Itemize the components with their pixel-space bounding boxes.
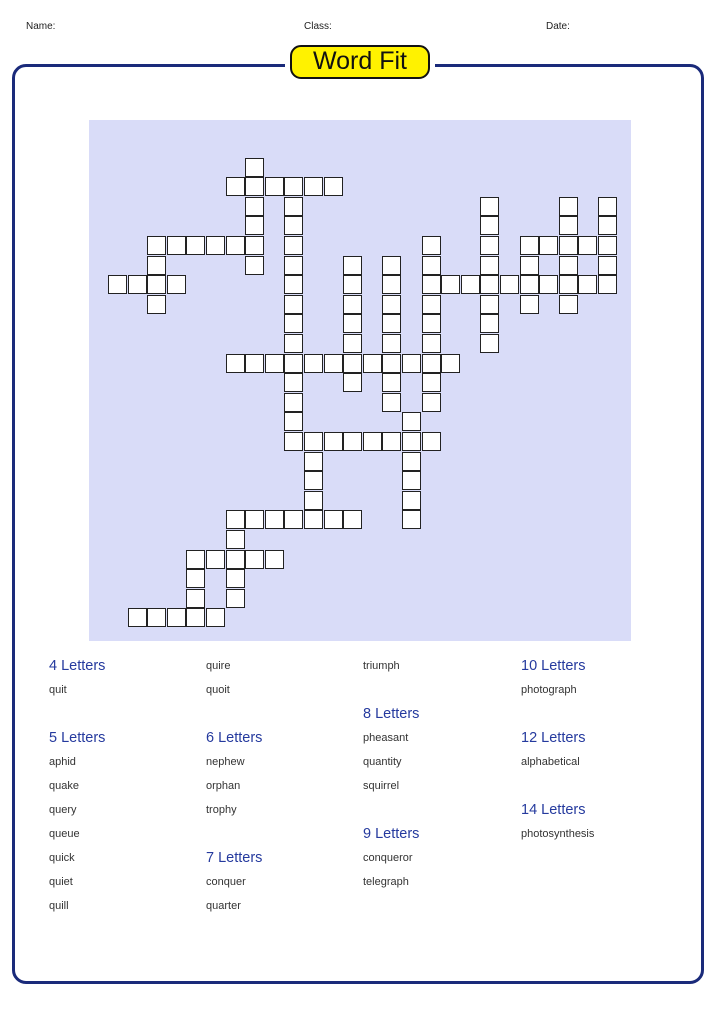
grid-cell[interactable] [480,216,499,235]
grid-cell[interactable] [343,373,362,392]
grid-cell[interactable] [343,275,362,294]
word-item: quill [49,900,69,912]
grid-cell[interactable] [441,275,460,294]
grid-cell[interactable] [559,275,578,294]
word-item: trophy [206,804,237,816]
grid-cell[interactable] [265,177,284,196]
grid-cell[interactable] [539,275,558,294]
grid-cell[interactable] [500,275,519,294]
word-item: query [49,804,77,816]
word-item: orphan [206,780,241,792]
grid-cell[interactable] [402,510,421,529]
word-item: quake [49,780,79,792]
grid-cell[interactable] [226,510,245,529]
grid-cell[interactable] [147,236,166,255]
grid-cell[interactable] [382,432,401,451]
grid-cell[interactable] [245,216,264,235]
grid-cell[interactable] [284,412,303,431]
grid-cell[interactable] [382,256,401,275]
grid-cell[interactable] [128,275,147,294]
grid-cell[interactable] [461,275,480,294]
word-item: quick [49,852,75,864]
grid-cell[interactable] [128,608,147,627]
grid-cell[interactable] [598,256,617,275]
word-group-heading: 9 Letters [363,826,420,842]
grid-cell[interactable] [343,354,362,373]
grid-cell[interactable] [284,236,303,255]
grid-cell[interactable] [343,510,362,529]
grid-cell[interactable] [598,216,617,235]
word-item: squirrel [363,780,400,792]
grid-cell[interactable] [324,432,343,451]
grid-cell[interactable] [578,275,597,294]
grid-cell[interactable] [343,334,362,353]
grid-cell[interactable] [422,432,441,451]
word-item: nephew [206,756,245,768]
grid-cell[interactable] [226,569,245,588]
word-item: quiet [49,876,73,888]
grid-cell[interactable] [402,452,421,471]
grid-cell[interactable] [343,256,362,275]
grid-cell[interactable] [226,589,245,608]
grid-cell[interactable] [245,354,264,373]
word-group-heading: 8 Letters [363,706,420,722]
grid-cell[interactable] [382,295,401,314]
grid-cell[interactable] [480,256,499,275]
grid-cell[interactable] [304,510,323,529]
name-label: Name: [26,21,56,32]
grid-cell[interactable] [382,373,401,392]
grid-cell[interactable] [520,275,539,294]
word-item: quarter [206,900,241,912]
word-item: pheasant [363,732,409,744]
grid-cell[interactable] [226,354,245,373]
grid-cell[interactable] [422,256,441,275]
grid-cell[interactable] [284,216,303,235]
grid-cell[interactable] [206,550,225,569]
word-item: alphabetical [521,756,580,768]
word-group-heading: 10 Letters [521,658,586,674]
word-column [363,654,513,894]
grid-cell[interactable] [480,197,499,216]
grid-cell[interactable] [598,236,617,255]
grid-cell[interactable] [559,216,578,235]
word-group-heading: 14 Letters [521,802,586,818]
grid-cell[interactable] [226,530,245,549]
grid-cell[interactable] [559,236,578,255]
grid-cell[interactable] [245,197,264,216]
grid-cell[interactable] [598,275,617,294]
grid-cell[interactable] [422,275,441,294]
grid-cell[interactable] [422,236,441,255]
grid-cell[interactable] [520,256,539,275]
word-item: telegraph [363,876,409,888]
grid-cell[interactable] [186,550,205,569]
word-item: conquer [206,876,246,888]
grid-cell[interactable] [480,314,499,333]
grid-cell[interactable] [382,393,401,412]
grid-cell[interactable] [324,177,343,196]
grid-cell[interactable] [186,236,205,255]
grid-cell[interactable] [245,236,264,255]
grid-cell[interactable] [422,373,441,392]
grid-cell[interactable] [167,608,186,627]
grid-cell[interactable] [598,197,617,216]
grid-cell[interactable] [147,608,166,627]
grid-cell[interactable] [167,236,186,255]
grid-cell[interactable] [304,432,323,451]
grid-cell[interactable] [422,334,441,353]
grid-cell[interactable] [167,275,186,294]
word-group-heading: 6 Letters [206,730,263,746]
grid-cell[interactable] [147,256,166,275]
grid-cell[interactable] [284,373,303,392]
grid-cell[interactable] [265,510,284,529]
grid-cell[interactable] [520,295,539,314]
word-item: quire [206,660,231,672]
grid-cell[interactable] [304,471,323,490]
word-column [521,654,671,846]
grid-cell[interactable] [265,354,284,373]
word-group-heading: 12 Letters [521,730,586,746]
grid-cell[interactable] [147,295,166,314]
grid-cell[interactable] [422,393,441,412]
page-title: Word Fit [290,45,430,79]
grid-cell[interactable] [147,275,166,294]
grid-cell[interactable] [559,295,578,314]
grid-cell[interactable] [245,550,264,569]
grid-cell[interactable] [422,354,441,373]
word-item: queue [49,828,80,840]
grid-cell[interactable] [284,295,303,314]
grid-cell[interactable] [186,569,205,588]
class-label: Class: [304,21,332,32]
title-banner [285,42,435,82]
word-item: quantity [363,756,402,768]
grid-cell[interactable] [402,412,421,431]
grid-cell[interactable] [284,197,303,216]
date-label: Date: [546,21,570,32]
grid-cell[interactable] [245,510,264,529]
grid-cell[interactable] [284,314,303,333]
word-item: photograph [521,684,577,696]
grid-cell[interactable] [284,275,303,294]
grid-cell[interactable] [363,432,382,451]
word-item: quit [49,684,67,696]
word-group-heading: 7 Letters [206,850,263,866]
word-item: photosynthesis [521,828,595,840]
grid-cell[interactable] [324,354,343,373]
grid-cell[interactable] [480,295,499,314]
word-group-heading: 4 Letters [49,658,106,674]
grid-cell[interactable] [245,256,264,275]
grid-cell[interactable] [304,491,323,510]
word-column [49,654,199,918]
grid-cell[interactable] [402,491,421,510]
grid-cell[interactable] [441,354,460,373]
grid-cell[interactable] [186,608,205,627]
grid-cell[interactable] [206,608,225,627]
word-column [206,654,356,918]
grid-cell[interactable] [226,177,245,196]
grid-cell[interactable] [539,236,558,255]
grid-cell[interactable] [578,236,597,255]
grid-cell[interactable] [382,354,401,373]
grid-cell[interactable] [324,510,343,529]
grid-cell[interactable] [422,314,441,333]
grid-cell[interactable] [304,177,323,196]
grid-cell[interactable] [480,334,499,353]
grid-cell[interactable] [206,236,225,255]
grid-cell[interactable] [559,197,578,216]
grid-cell[interactable] [402,354,421,373]
grid-cell[interactable] [226,236,245,255]
grid-cell[interactable] [343,314,362,333]
grid-cell[interactable] [382,275,401,294]
grid-cell[interactable] [520,236,539,255]
grid-cell[interactable] [284,432,303,451]
grid-cell[interactable] [382,314,401,333]
grid-cell[interactable] [245,158,264,177]
grid-cell[interactable] [402,432,421,451]
grid-cell[interactable] [284,334,303,353]
grid-cell[interactable] [284,177,303,196]
word-item: quoit [206,684,230,696]
grid-cell[interactable] [265,550,284,569]
grid-cell[interactable] [284,354,303,373]
grid-cell[interactable] [559,256,578,275]
word-item: aphid [49,756,76,768]
grid-cell[interactable] [363,354,382,373]
grid-cell[interactable] [108,275,127,294]
grid-cell[interactable] [226,550,245,569]
grid-cell[interactable] [343,432,362,451]
grid-cell[interactable] [480,236,499,255]
word-group-heading: 5 Letters [49,730,106,746]
grid-cell[interactable] [245,177,264,196]
grid-cell[interactable] [186,589,205,608]
grid-cell[interactable] [402,471,421,490]
word-item: triumph [363,660,400,672]
grid-cell[interactable] [480,275,499,294]
grid-cell[interactable] [304,354,323,373]
grid-cell[interactable] [284,510,303,529]
word-item: conqueror [363,852,413,864]
grid-cell[interactable] [284,393,303,412]
crossword-grid [89,120,631,641]
grid-cell[interactable] [304,452,323,471]
grid-cell[interactable] [422,295,441,314]
grid-cell[interactable] [343,295,362,314]
grid-cell[interactable] [382,334,401,353]
grid-cell[interactable] [284,256,303,275]
